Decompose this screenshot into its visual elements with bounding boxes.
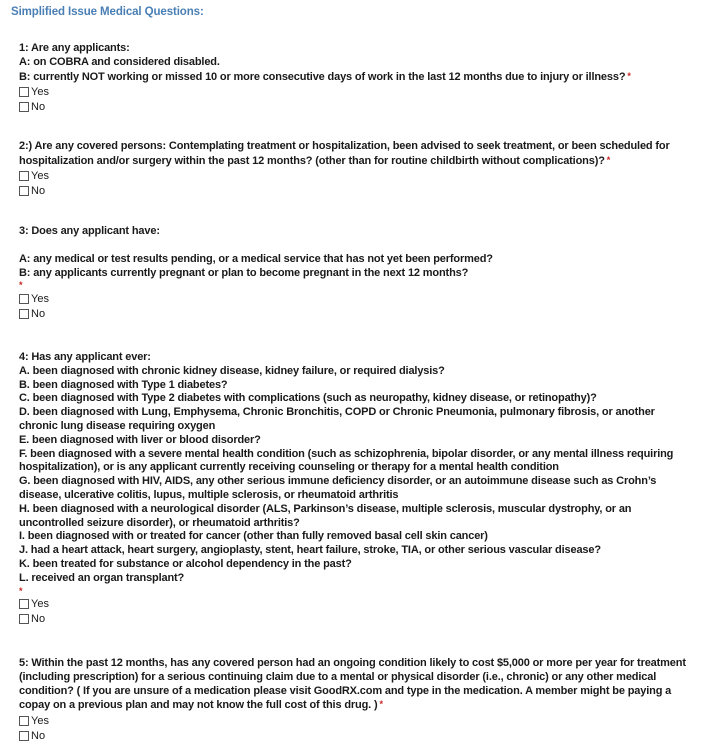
q3-yes-checkbox[interactable] (19, 294, 29, 304)
q2-yes-option[interactable] (19, 169, 689, 184)
required-marker: * (627, 70, 631, 81)
q4-title: 4: Has any applicant ever: (19, 351, 151, 363)
q3-yes-option[interactable] (19, 291, 689, 306)
q4-line-a: A. been diagnosed with chronic kidney disease, kidney failure, or required dialysis? (19, 364, 445, 377)
q4-line-e: E. been diagnosed with liver or blood disorder? (19, 433, 261, 446)
q4-line-i: I. been diagnosed with or treated for cancer (other than fully removed basal cell skin cancer) (19, 530, 488, 543)
q3-title: 3: Does any applicant have: (19, 225, 160, 237)
q2-no-option[interactable] (19, 184, 689, 199)
question-5 (19, 657, 689, 743)
q4-no-option[interactable] (19, 612, 689, 627)
q4-yes-option[interactable] (19, 597, 689, 612)
q3-no-option[interactable] (19, 306, 689, 321)
q3-no-checkbox[interactable] (19, 309, 29, 319)
q3-yes-label: Yes (31, 292, 49, 305)
q5-yes-label: Yes (31, 714, 49, 727)
q1-line-b-text: B: currently NOT working or missed 10 or more consecutive days of work in the last 12 months due to injury or illness? (19, 70, 626, 83)
q2-no-label: No (31, 185, 46, 198)
q2-yes-checkbox[interactable] (19, 171, 29, 181)
q4-line-l: L. received an organ transplant? (19, 571, 185, 584)
q4-line-d: D. been diagnosed with Lung, Emphysema, Chronic Bronchitis, COPD or Chronic Pneumonia, pulmonary fibrosis, or another chronic lung disease requiring oxygen (19, 406, 655, 432)
q5-no-option[interactable] (19, 728, 689, 743)
q3-line-a: A: any medical or test results pending, or a medical service that has not yet been performed? (19, 252, 493, 265)
q1-yes-option[interactable] (19, 84, 689, 99)
q4-line-h: H. been diagnosed with a neurological disorder (ALS, Parkinson’s disease, multiple sclerosis, muscular dystrophy, or an uncontrolled seizure disorder), or rheumatoid arthritis? (19, 502, 632, 529)
question-2 (19, 140, 689, 199)
q5-no-label: No (31, 729, 46, 742)
q1-no-checkbox[interactable] (19, 102, 29, 112)
q3-no-label: No (31, 307, 46, 320)
q4-line-b: B. been diagnosed with Type 1 diabetes? (19, 378, 228, 391)
q4-line-f: F. been diagnosed with a severe mental health condition (such as schizophrenia, bipolar disorder, or any mental illness requiring hospitalization), or is any applicant currently receiving counseling or therapy for a mental health condition (19, 447, 674, 474)
required-marker: * (19, 585, 23, 596)
q1-line-b (19, 70, 689, 85)
q1-title: 1: Are any applicants: (19, 42, 130, 54)
q5-text (19, 657, 689, 713)
q4-line-c: C. been diagnosed with Type 2 diabetes with complications (such as neuropathy, kidney disease, or retinopathy)? (19, 392, 597, 405)
q2-no-checkbox[interactable] (19, 186, 29, 196)
q3-line-b: B: any applicants currently pregnant or plan to become pregnant in the next 12 months? (19, 266, 469, 279)
q5-no-checkbox[interactable] (19, 731, 29, 741)
q4-yes-label: Yes (31, 598, 49, 611)
question-1 (19, 42, 689, 114)
section-title: Simplified Issue Medical Questions: (11, 6, 204, 18)
q4-line-g: G. been diagnosed with HIV, AIDS, any other serious immune deficiency disorder, or an autoimmune disease such as Crohn’s disease, ulcerative colitis, lupus, multiple sclerosis, or rheumatoid arthritis (19, 475, 657, 501)
q1-no-option[interactable] (19, 99, 689, 114)
q4-yes-checkbox[interactable] (19, 599, 29, 609)
q2-text (19, 140, 689, 169)
required-marker: * (19, 280, 23, 291)
q1-yes-checkbox[interactable] (19, 87, 29, 97)
required-marker: * (606, 154, 611, 165)
q4-no-checkbox[interactable] (19, 614, 29, 624)
q5-text-body: 5: Within the past 12 months, has any covered person had an ongoing condition likely to cost $5,000 or more per year for treatment (including prescription) for a serious continuing claim due to a mental or physical disorder (i.e., chronic) or any other medical condition? ( If you are unsure of a medication please visit GoodRX.com and type in the medication. A member might be paying a copay on a previous plan and may not know the full cost of this drug. ) (19, 657, 686, 712)
q5-yes-option[interactable] (19, 713, 689, 728)
q4-no-label: No (31, 613, 46, 626)
question-4 (19, 351, 689, 627)
question-3 (19, 225, 689, 321)
q1-no-label: No (31, 100, 46, 113)
q2-text-body: 2:) Are any covered persons: Contemplating treatment or hospitalization, been advised to seek treatment, or been scheduled for hospitalization and/or surgery within the past 12 months? (other than for routine childbirth without complications)? (19, 140, 670, 167)
q4-line-k: K. been treated for substance or alcohol dependency in the past? (19, 557, 352, 570)
q1-yes-label: Yes (31, 85, 49, 98)
q5-yes-checkbox[interactable] (19, 716, 29, 726)
q4-line-j: J. had a heart attack, heart surgery, angioplasty, stent, heart failure, stroke, TIA, or other serious vascular disease? (19, 544, 601, 557)
q1-line-a: A: on COBRA and considered disabled. (19, 55, 220, 68)
required-marker: * (379, 699, 383, 710)
q2-yes-label: Yes (31, 170, 49, 183)
